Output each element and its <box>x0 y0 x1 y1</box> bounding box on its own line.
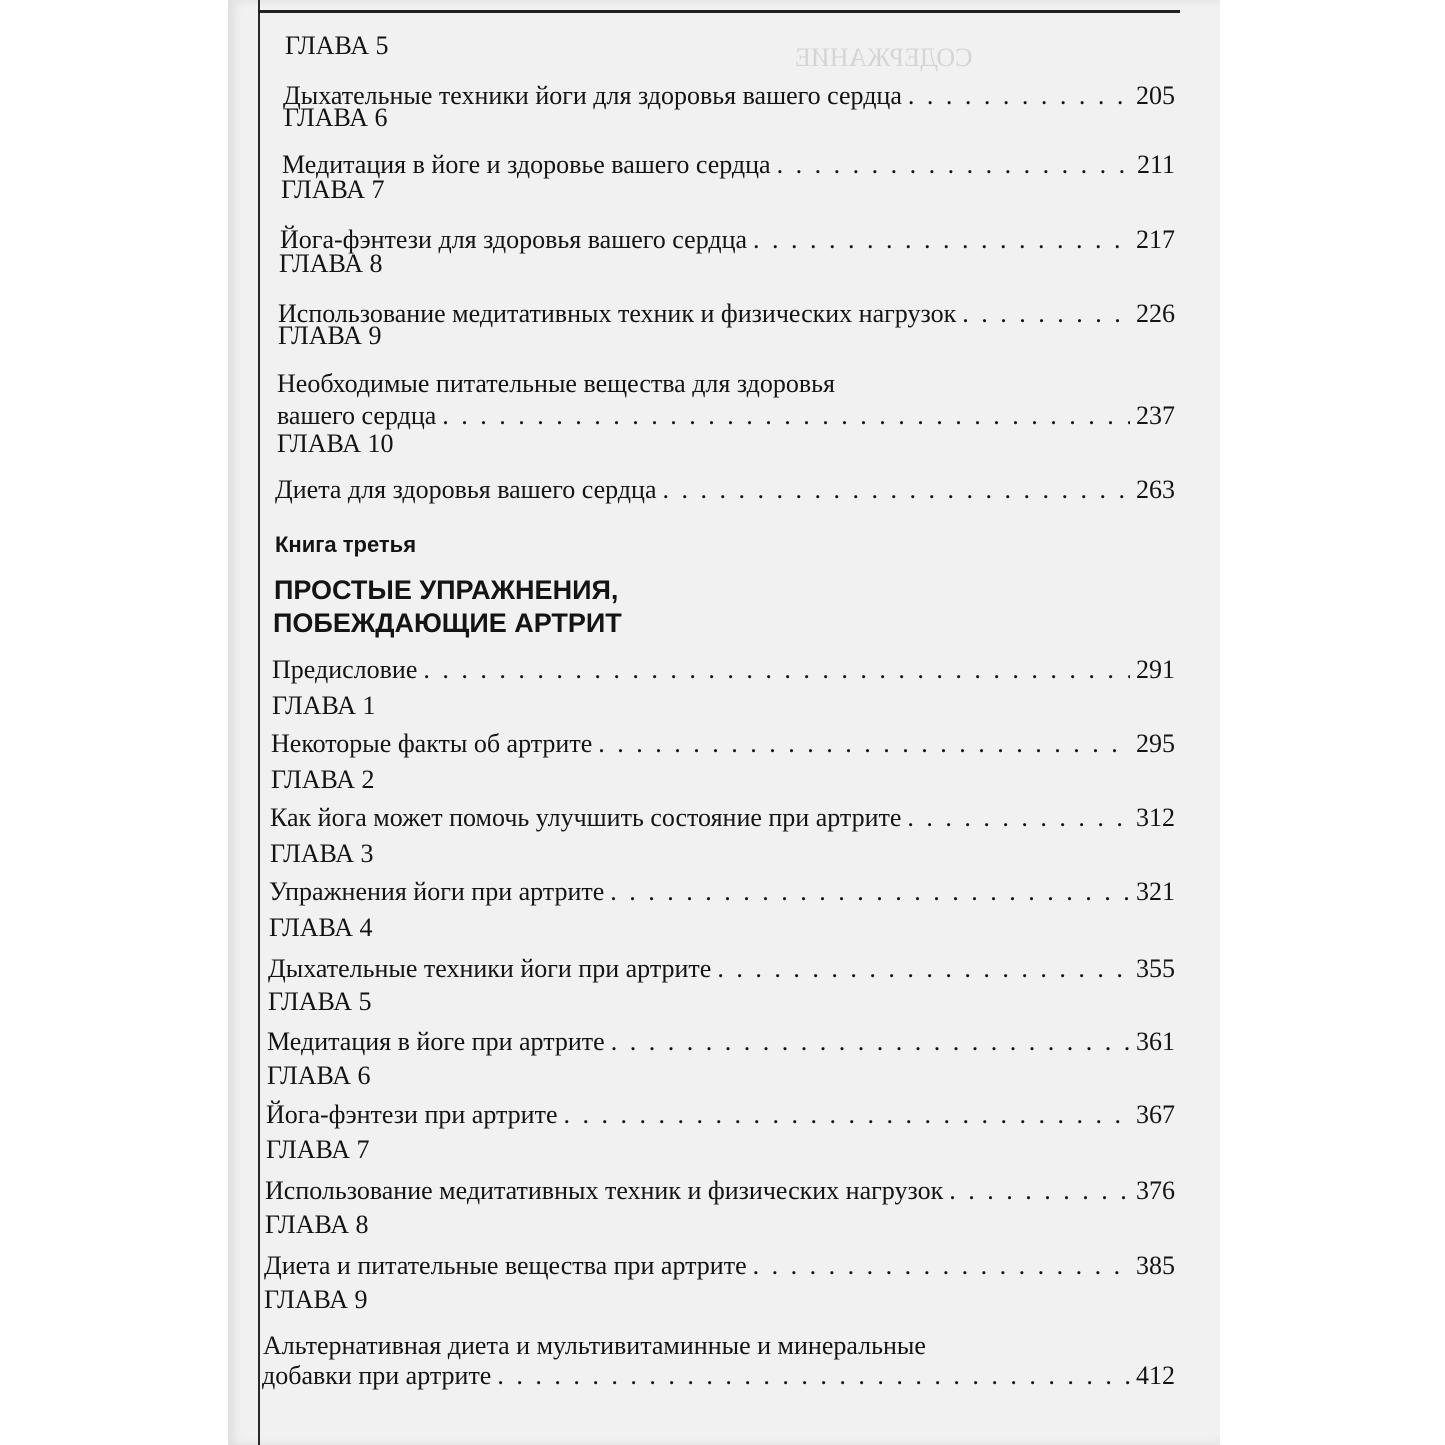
dot-leader <box>610 874 1130 910</box>
chapter-heading: ГЛАВА 2 <box>271 765 375 794</box>
page-number: 205 <box>1136 81 1175 110</box>
entry-title: вашего сердца <box>277 401 437 430</box>
toc-entry <box>267 1024 1175 1060</box>
chapter-heading: ГЛАВА 4 <box>269 913 373 942</box>
chapter-heading: ГЛАВА 8 <box>279 249 383 278</box>
section-title-line2: ПОБЕЖДАЮЩИЕ АРТРИТ <box>273 608 622 638</box>
dot-leader <box>753 1248 1130 1284</box>
chapter-heading: ГЛАВА 7 <box>266 1135 370 1164</box>
entry-title: Как йога может помочь улучшить состояние при артрите <box>270 803 902 832</box>
toc-entry <box>262 1358 1175 1394</box>
entry-title: Диета и питательные вещества при артрите <box>264 1251 747 1280</box>
chapter-heading: ГЛАВА 8 <box>265 1210 369 1239</box>
entry-title: Использование медитативных техник и физических нагрузок <box>265 1176 944 1205</box>
page-number: 217 <box>1136 225 1175 254</box>
toc-entry <box>280 222 1175 258</box>
chapter-heading: ГЛАВА 5 <box>268 987 372 1016</box>
dot-leader <box>949 1173 1130 1209</box>
toc-entry <box>264 1248 1175 1284</box>
page-number: 361 <box>1136 1027 1175 1056</box>
chapter-heading: ГЛАВА 9 <box>278 321 382 350</box>
page-number: 291 <box>1136 655 1175 684</box>
entry-title: Предисловие <box>272 655 418 684</box>
toc-entry <box>268 951 1175 987</box>
entry-title: Медитация в йоге и здоровье вашего сердца <box>282 150 771 179</box>
entry-title-line1: Необходимые питательные вещества для здоровья <box>277 369 835 398</box>
page-number: 355 <box>1136 954 1175 983</box>
page-number: 376 <box>1136 1176 1175 1205</box>
chapter-heading: ГЛАВА 10 <box>277 429 394 458</box>
chapter-heading: ГЛАВА 1 <box>272 691 376 720</box>
entry-title: Дыхательные техники йоги при артрите <box>268 954 712 983</box>
toc-entry <box>282 147 1175 183</box>
dot-leader <box>753 222 1130 258</box>
entry-title: Использование медитативных техник и физических нагрузок <box>278 299 957 328</box>
toc-entry <box>266 1097 1175 1133</box>
entry-title: Диета для здоровья вашего сердца <box>275 475 657 504</box>
dot-leader <box>442 398 1130 434</box>
page-number: 312 <box>1136 803 1175 832</box>
dot-leader <box>907 800 1130 836</box>
entry-title: Некоторые факты об артрите <box>271 729 593 758</box>
dot-leader <box>717 951 1130 987</box>
chapter-heading: ГЛАВА 5 <box>285 31 389 60</box>
entry-title: Йога-фэнтези для здоровья вашего сердца <box>280 225 748 254</box>
page-number: 295 <box>1136 729 1175 758</box>
toc-entry <box>275 472 1175 508</box>
dot-leader <box>611 1024 1130 1060</box>
page-number: 412 <box>1136 1361 1175 1390</box>
chapter-heading: ГЛАВА 3 <box>270 839 374 868</box>
chapter-heading: ГЛАВА 6 <box>267 1061 371 1090</box>
dot-leader <box>563 1097 1130 1133</box>
dot-leader <box>662 472 1130 508</box>
book-page <box>228 0 1220 1445</box>
toc-entry <box>271 726 1175 762</box>
toc-entry <box>265 1173 1175 1209</box>
dot-leader <box>908 78 1130 114</box>
toc-entry <box>269 874 1175 910</box>
book-label: Книга третья <box>275 532 417 557</box>
entry-title: Медитация в йоге при артрите <box>267 1027 605 1056</box>
entry-title: Упражнения йоги при артрите <box>269 877 605 906</box>
chapter-heading: ГЛАВА 9 <box>264 1285 368 1314</box>
chapter-heading: ГЛАВА 7 <box>281 175 385 204</box>
entry-title-line1: Альтернативная диета и мультивитаминные и минеральные <box>263 1331 926 1360</box>
dot-leader <box>423 652 1130 688</box>
section-title-line1: ПРОСТЫЕ УПРАЖНЕНИЯ, <box>274 575 619 605</box>
page-number: 226 <box>1136 299 1175 328</box>
toc-entry <box>270 800 1175 836</box>
toc-entry <box>278 296 1175 332</box>
page-number: 237 <box>1136 401 1175 430</box>
entry-title: добавки при артрите <box>262 1361 492 1390</box>
toc-entry <box>283 78 1175 114</box>
toc-entry <box>277 398 1175 434</box>
page-number: 263 <box>1136 475 1175 504</box>
table-of-contents <box>228 0 1220 1445</box>
page-number: 321 <box>1136 877 1175 906</box>
entry-title: Йога-фэнтези при артрите <box>266 1100 558 1129</box>
dot-leader <box>497 1358 1130 1394</box>
dot-leader <box>777 147 1131 183</box>
page-number: 385 <box>1136 1251 1175 1280</box>
page-number: 211 <box>1136 150 1175 179</box>
chapter-heading: ГЛАВА 6 <box>284 103 388 132</box>
dot-leader <box>598 726 1130 762</box>
entry-title: Дыхательные техники йоги для здоровья вашего сердца <box>283 81 902 110</box>
dot-leader <box>962 296 1130 332</box>
page-number: 367 <box>1136 1100 1175 1129</box>
bleed-through-text: СОДЕРЖАНИЕ <box>795 43 973 72</box>
toc-entry-preface <box>272 652 1175 688</box>
